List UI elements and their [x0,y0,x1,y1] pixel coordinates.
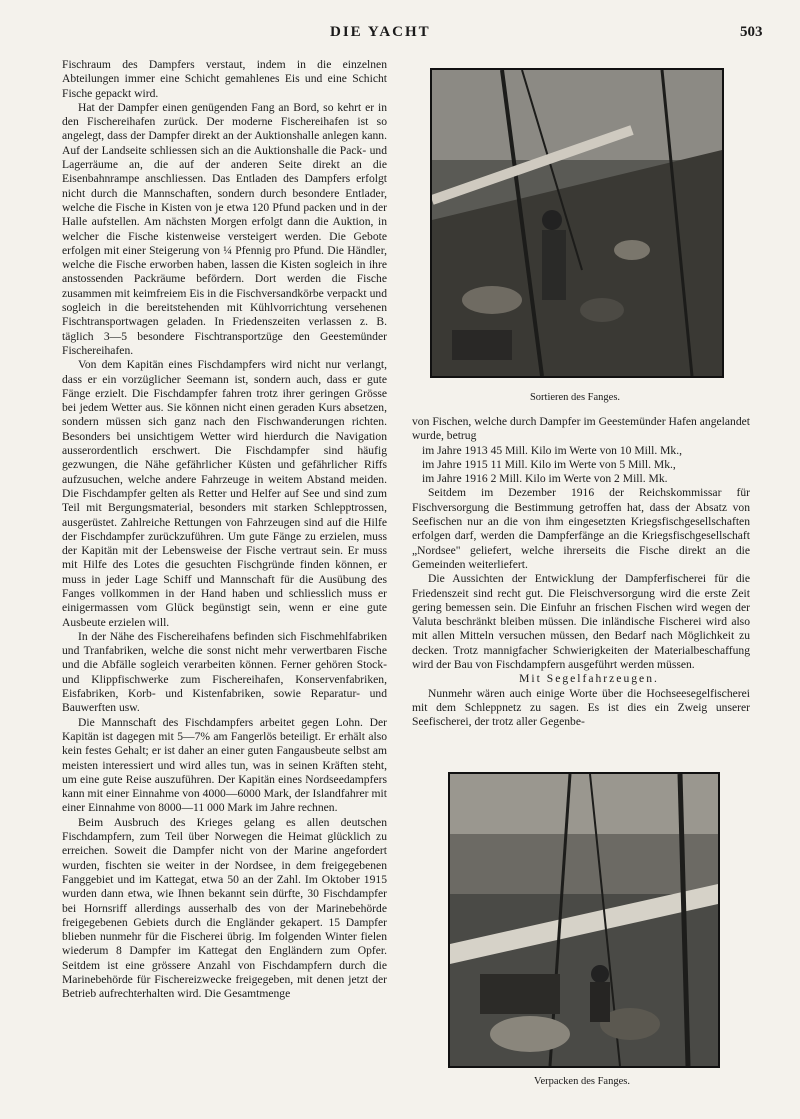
catch-line: im Jahre 1916 2 Mill. Kilo im Werte von 2 Mill. Mk. [422,472,668,486]
catch-line: im Jahre 1915 11 Mill. Kilo im Werte von 5 Mill. Mk., [422,457,676,471]
photo-packing-catch [448,772,720,1068]
paragraph: Die Aussichten der Entwicklung der Dampferfischerei für die Friedenszeit sind recht gut. Die Fleischversorgung wird die erste Zeit gering bemessen sein. Die Einfuhr an frischen Fischen wird wegen der Valuta beschränkt bleiben müssen. Die inländische Fischerei wird also mit allen Mitteln versuchen müssen, den Bedarf nach Möglichkeit zu decken. Trotz mannigfacher Schwierigkeiten der Materialbeschaffung wird der Bau von Fischdampfern ausgeführt werden müssen. [412,572,750,672]
paragraph: Seitdem im Dezember 1916 der Reichskommissar für Fischversorgung die Bestimmung getroffen hat, dass der Absatz von Seefischen nur an die von ihm eingesetzten Kriegsfischgesellschaften erfolgen darf, werden die Dampferfänge an die Kriegsfischgesellschaft „Nordsee" geliefert, welche ihrerseits die Fische direkt an die Gemeinden weiterliefert. [412,486,750,571]
catch-statistics [422,444,750,487]
paragraph: Hat der Dampfer einen genügenden Fang an Bord, so kehrt er in den Fischereihafen zurück. Der moderne Fischereihafen ist so angelegt, dass der Dampfer direkt an der Auktionshalle anlegen kann. Auf der Landseite schliessen sich an die Auktionshalle die Pack- und Lagerräume an, die auf der anderen Seite direkt an die Eisenbahnrampe anschliessen. Das Entladen des Dampfers erfolgt nicht durch die Mannschaften, sondern durch besondere Entlader, welche die Fische in Kisten von je etwa 120 Pfund packen und in der Halle aufstellen. Am nächsten Morgen erfolgt dann die Auktion, in welcher die Fische kistenweise versteigert werden. Die Gebote erfolgen mit einer Steigerung von ¼ Pfennig pro Pfund. Die Händler, welche die Fische erworben haben, lassen die Kisten sogleich in ihre anstossenden Packräume befördern. Dort werden die Fische zusammen mit keimfreiem Eis in die Fischversandkörbe verpackt und sogleich in die bereitstehenden mit Kühlvorrichtung versehenen Fischtransportwagen geladen. In Friedenszeiten verlassen z. B. täglich 3—5 besondere Fischtransportzüge den Geestemünder Fischereihafen. [62,100,387,357]
page-header [0,18,800,46]
paragraph: Fischraum des Dampfers verstaut, indem in die einzelnen Abteilungen immer eine Schicht gemahlenes Eis und eine Schicht Fische gepackt wird. [62,58,387,100]
paragraph: Die Mannschaft des Fischdampfers arbeitet gegen Lohn. Der Kapitän ist dagegen mit 5—7% am Fangerlös beteiligt. Er erhält also kein festes Gehalt; er ist daher an einer guten Fangausbeute selbst am meisten interessiert und wird alles tun, was in seinen Kräften steht, um eine gute Reise auszuführen. Der Kapitän eines Nordseedampfers kann mit einer Einnahme von 4000—6000 Mark, der Islandfahrer mit einer Einnahme von 8000—11 000 Mark im Jahre rechnen. [62,715,387,815]
paragraph: Beim Ausbruch des Krieges gelang es allen deutschen Fischdampfern, zum Teil über Norwegen die Heimat glücklich zu erreichen. Soweit die Dampfer nicht von der Marine angefordert wurden, fischten sie weiter in der Nordsee, in dem freigegebenen Fanggebiet und im Kattegat, etwa 50 an der Zahl. Im Oktober 1915 wurden dann etwa, wie Ihnen bekannt sein dürfte, 30 Fischdampfer bei Hornsriff allerdings ausserhalb des von der Marinebehörde freigegebenen Gebiets durch die Engländer gekapert. 15 Dampfer blieben nunmehr für die Fischerei übrig. Im folgenden Winter fielen wiederum 8 Dampfer im Kattegat den Engländern zum Opfer. Seitdem ist eine grössere Anzahl von Fischdampfern durch die Marinebehörde für Fischereizwecke freigegeben, mit denen jetzt der Betrieb aufrechterhalten wird. Die Gesamtmenge [62,815,387,1001]
right-column [412,415,750,755]
left-column [62,58,387,1093]
running-title: DIE YACHT [330,24,431,40]
figure-caption: Verpacken des Fanges. [534,1076,630,1087]
paragraph: Nunmehr wären auch einige Worte über die Hochseesegelfischerei mit dem Schleppnetz zu sagen. Es ist dies ein Zweig unserer Seefischerei, der trotz aller Gegenbe- [412,686,750,729]
page-number: 503 [740,24,763,40]
figure-caption: Sortieren des Fanges. [529,392,621,403]
catch-line: im Jahre 1913 45 Mill. Kilo im Werte von 10 Mill. Mk., [422,443,683,457]
paragraph: von Fischen, welche durch Dampfer im Geestemünder Hafen angelandet wurde, betrug [412,415,750,443]
photo-sorting-catch [430,68,724,378]
section-heading: Mit Segelfahrzeugen. [519,672,659,686]
paragraph: Von dem Kapitän eines Fischdampfers wird nicht nur verlangt, dass er ein vorzüglicher Seemann ist, sondern auch, dass er gute Fänge erzielt. Die Fischdampfer fahren trotz ihrer geringen Grösse bei jedem Wetter aus. Sie können nicht einen geraden Kurs absetzen, sondern müssen sich ganz nach den Fischwanderungen richten. Besonders bei unsichtigem Wetter wird hierdurch die Navigation ausserordentlich erschwert. Die Fischdampfer sind häufig gezwungen, die Nähe gefährlicher Küsten und gefährlicher Riffs aufzusuchen, welche andere Fahrzeuge in weitem Abstand meiden. Die Fischdampfer gelten als Retter und Helfer auf See und sind zum Teil mit Bergungsmaterial, besonders mit starken Schlepptrossen, ausgerüstet. Zahlreiche Rettungen von Fahrzeugen sind auf die Hilfe der Fischdampfer zurückzuführen. Um gute Fänge zu erzielen, muss der Kapitän mit der Lebensweise der Fische vertraut sein. Er muss mit Hilfe des Lotes die gesuchten Fischgründe finden können, er muss in jeder Lage Schiff und Mannschaft für die Ausübung des Fanges vollkommen in der Hand haben und schliesslich muss er einigermassen vom Glück begünstigt sein, wenn er eine gute Ausbeute erzielen will. [62,358,387,629]
paragraph: In der Nähe des Fischereihafens befinden sich Fischmehlfabriken und Tranfabriken, welche die sonst nicht mehr verwertbaren Fische und die Abfälle sogleich verarbeiten können. Ferner gehören Stock- und Klippfischwerke zum Fischereihafen, Konservenfabriken, Eisfabriken, Korb- und Kistenfabriken, sowie Reparatur- und Bauwerften usw. [62,629,387,715]
